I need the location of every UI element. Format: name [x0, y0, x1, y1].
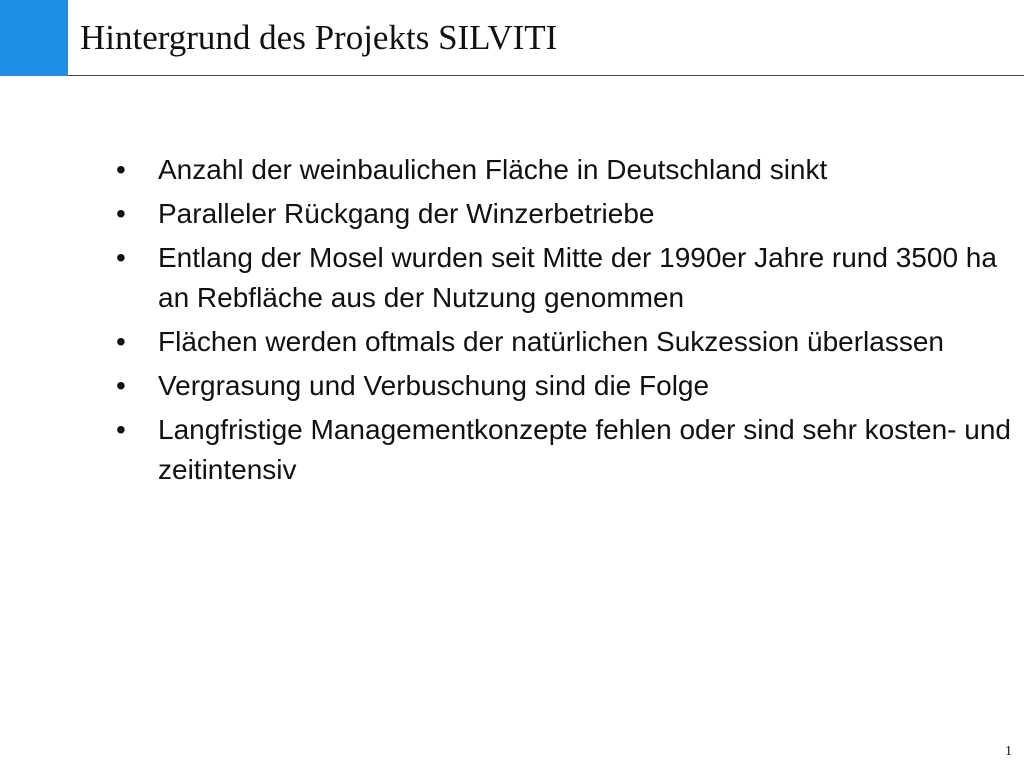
bullet-item	[116, 194, 1016, 234]
bullet-icon: •	[116, 326, 126, 357]
bullet-icon: •	[116, 414, 126, 445]
bullet-item	[116, 238, 1016, 318]
bullet-item	[116, 366, 1016, 406]
bullet-text: Paralleler Rückgang der Winzerbetriebe	[158, 198, 655, 229]
page-number: 1	[1005, 744, 1012, 759]
bullet-item	[116, 322, 1016, 362]
slide-title: Hintergrund des Projekts SILVITI	[80, 18, 558, 57]
title-accent-block	[0, 0, 68, 76]
bullet-text: Entlang der Mosel wurden seit Mitte der 1990er Jahre rund 3500 ha an Rebfläche aus der Nutzung genommen	[158, 242, 997, 313]
bullet-text: Vergrasung und Verbuschung sind die Folge	[158, 370, 710, 401]
bullet-item	[116, 150, 1016, 190]
bullet-item	[116, 410, 1016, 490]
title-divider	[68, 75, 1024, 76]
bullet-icon: •	[116, 198, 126, 229]
bullet-icon: •	[116, 370, 126, 401]
bullet-icon: •	[116, 154, 126, 185]
bullet-list	[116, 150, 1016, 494]
bullet-text: Langfristige Managementkonzepte fehlen oder sind sehr kosten- und zeitintensiv	[158, 414, 1011, 485]
bullet-icon: •	[116, 242, 126, 273]
bullet-text: Flächen werden oftmals der natürlichen Sukzession überlassen	[158, 326, 944, 357]
bullet-text: Anzahl der weinbaulichen Fläche in Deutschland sinkt	[158, 154, 828, 185]
